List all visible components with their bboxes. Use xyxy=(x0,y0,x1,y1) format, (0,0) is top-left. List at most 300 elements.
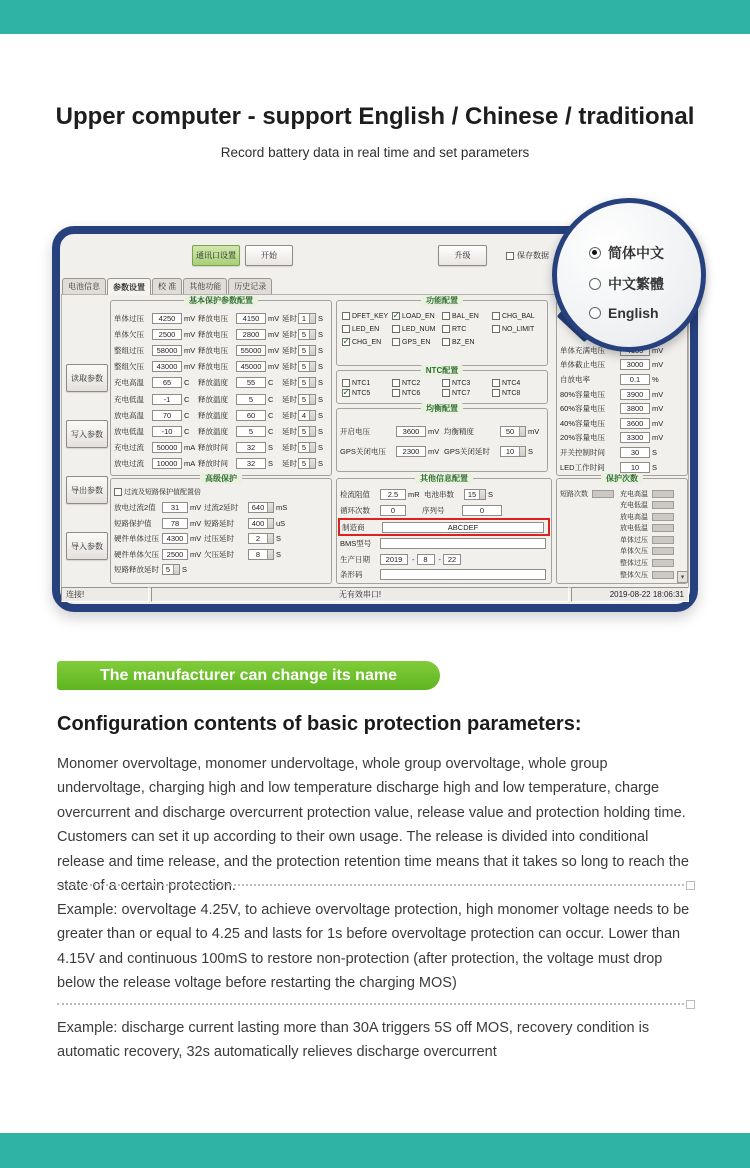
release-label: 释放电压 xyxy=(198,313,228,323)
delay-value-input[interactable]: 5 xyxy=(298,442,316,453)
protect-count-row xyxy=(620,535,684,544)
checkbox-box-icon xyxy=(342,312,350,320)
protect-left-column xyxy=(560,489,616,579)
function-checkbox[interactable] xyxy=(342,312,392,320)
function-checkbox-grid xyxy=(337,301,547,346)
release-label: 释放温度 xyxy=(198,426,228,436)
count-display-box xyxy=(652,559,674,567)
radio-icon xyxy=(589,307,601,319)
delay-label: 延时 xyxy=(282,378,297,388)
param-value-input[interactable]: 3300 xyxy=(620,432,650,443)
release-value-input[interactable]: 60 xyxy=(236,410,266,421)
ntc-checkbox[interactable] xyxy=(492,389,542,397)
release-value-input[interactable]: 32 xyxy=(236,442,266,453)
param-value-input[interactable]: 2 xyxy=(248,533,274,544)
param-unit: S xyxy=(652,447,658,457)
param-row xyxy=(111,359,331,375)
top-accent-bar xyxy=(0,0,750,34)
side-button-column xyxy=(66,364,108,560)
param-label: 20%容量电压 xyxy=(560,433,606,443)
count-label: 单体过压 xyxy=(620,536,648,544)
param-value-input[interactable]: 3600 xyxy=(620,418,650,429)
param-row xyxy=(557,401,687,416)
param-label: 自放电率 xyxy=(560,374,590,384)
paragraph-config-contents: Monomer overvoltage, monomer undervoltage, whole group overvoltage, whole group undervoltage, charging high and low temperature discharge high and low temperature, charge overcurrent and discharge overcurrent protection value, release value and protection holding time. Customers can set it up according to their own usage. The release is divided into conditional release and time release, and the protection retention time means that it takes so long to reach the state of a certain protection. xyxy=(57,756,689,895)
param-row xyxy=(111,391,331,407)
count-label: 短路次数 xyxy=(560,490,588,498)
param-label: 放电过流2值 xyxy=(114,503,156,513)
param-unit: mV xyxy=(652,433,664,443)
param-value-input[interactable]: 2500 xyxy=(162,549,188,560)
release-unit: C xyxy=(268,426,274,436)
release-value-input[interactable]: 55000 xyxy=(236,345,266,356)
param-unit: mR xyxy=(408,490,420,500)
count-display-box xyxy=(652,501,674,509)
delay-unit: S xyxy=(318,394,324,404)
checkbox-box-icon xyxy=(342,379,350,387)
section-heading: Configuration contents of basic protection parameters: xyxy=(57,713,582,735)
param-unit: mV xyxy=(190,518,202,528)
param-value-input[interactable]: 8 xyxy=(248,549,274,560)
protect-count-row xyxy=(620,559,684,568)
param-row xyxy=(111,375,331,391)
param-value-input[interactable]: 30 xyxy=(620,447,650,458)
function-checkbox[interactable] xyxy=(492,325,542,333)
checkbox-box-icon xyxy=(392,338,400,346)
count-label: 充电低温 xyxy=(620,502,648,510)
checkbox-label: LED_NUM xyxy=(402,325,436,333)
release-label: 释放温度 xyxy=(198,410,228,420)
ntc-checkbox[interactable] xyxy=(392,389,442,397)
checkbox-label: CHG_EN xyxy=(352,338,382,346)
param-label: 检流阻值 xyxy=(340,490,370,500)
param-unit: mV xyxy=(652,360,664,370)
param-value-input[interactable]: 50 xyxy=(500,426,526,437)
tab[interactable]: 电池信息 xyxy=(62,278,106,294)
basic-rows xyxy=(111,301,331,472)
release-unit: C xyxy=(268,410,274,420)
param-label: 循环次数 xyxy=(340,505,370,515)
delay-label: 延时 xyxy=(282,362,297,372)
protect-columns xyxy=(557,479,687,579)
param-value-input[interactable]: 2.5 xyxy=(380,489,406,500)
delay-label: 延时 xyxy=(282,410,297,420)
protect-count-row xyxy=(560,489,616,498)
release-value-input[interactable]: 55 xyxy=(236,377,266,388)
param-unit: mV xyxy=(428,446,440,456)
delay-value-input[interactable]: 5 xyxy=(298,361,316,372)
function-checkbox[interactable] xyxy=(392,325,442,333)
status-connection: 连接! xyxy=(61,587,149,602)
function-checkbox[interactable] xyxy=(342,338,392,346)
checkbox-box-icon xyxy=(506,252,514,260)
checkbox-label: GPS_EN xyxy=(402,338,431,346)
param-value-input[interactable]: 400 xyxy=(248,518,274,529)
delay-unit: S xyxy=(318,329,324,339)
delay-value-input[interactable]: 5 xyxy=(298,458,316,469)
param-value-input[interactable]: 640 xyxy=(248,502,274,513)
language-radio-option[interactable] xyxy=(589,274,664,294)
param-label: 40%容量电压 xyxy=(560,418,606,428)
manufacturer-row-highlighted xyxy=(338,518,550,536)
param-value-input[interactable]: 58000 xyxy=(152,345,182,356)
param-row xyxy=(337,441,547,461)
checkbox-label: LOAD_EN xyxy=(402,312,435,320)
checkbox-box-icon xyxy=(492,325,500,333)
delay-value-input[interactable]: 1 xyxy=(298,313,316,324)
group-basic-protection xyxy=(110,296,332,476)
group-title: 其他信息配置 xyxy=(415,473,473,484)
tab[interactable]: 参数设置 xyxy=(107,278,151,295)
param-unit: C xyxy=(184,426,190,436)
param-label: 过压延时 xyxy=(204,534,234,544)
side-param-button[interactable]: 读取参数 xyxy=(66,364,108,392)
release-label: 释放时间 xyxy=(198,459,228,469)
function-checkbox[interactable] xyxy=(442,338,492,346)
language-radio-option[interactable] xyxy=(589,243,664,263)
param-unit: mV xyxy=(428,426,440,436)
delay-unit: S xyxy=(318,378,324,388)
side-param-button[interactable]: 写入参数 xyxy=(66,420,108,448)
delay-unit: S xyxy=(318,410,324,420)
checkbox-box-icon xyxy=(442,325,450,333)
param-unit: mV xyxy=(190,549,202,559)
release-value-input[interactable]: 5 xyxy=(236,394,266,405)
upgrade-button[interactable]: 升级 xyxy=(438,245,487,266)
release-value-input[interactable]: 2800 xyxy=(236,329,266,340)
date-separator: - xyxy=(412,554,415,564)
param-unit: mV xyxy=(652,418,664,428)
param-label: 开关控制时间 xyxy=(560,447,605,457)
param-label: 短路释放延时 xyxy=(114,565,159,574)
param-row xyxy=(337,503,551,519)
param-value-input[interactable]: 2500 xyxy=(152,329,182,340)
param-label: 整组过压 xyxy=(114,345,144,355)
tab[interactable]: 校 准 xyxy=(152,278,182,294)
param-row xyxy=(557,372,687,387)
param-row xyxy=(337,567,551,583)
bottom-accent-bar xyxy=(0,1133,750,1168)
param-label: 序列号 xyxy=(422,505,445,515)
release-label: 释放温度 xyxy=(198,394,228,404)
language-label: 简体中文 xyxy=(608,245,664,261)
param-row xyxy=(111,310,331,326)
date-day-input[interactable]: 22 xyxy=(443,554,461,565)
bms-model-input[interactable] xyxy=(380,538,546,549)
param-label: 硬件单体过压 xyxy=(114,534,159,544)
scroll-down-button[interactable] xyxy=(677,571,688,583)
ntc-checkbox[interactable] xyxy=(442,389,492,397)
param-value-input[interactable]: -10 xyxy=(152,426,182,437)
protect-right-column xyxy=(620,489,684,579)
checkbox-label: RTC xyxy=(452,325,467,333)
function-checkbox[interactable] xyxy=(342,325,392,333)
checkbox-label: NTC1 xyxy=(352,379,371,387)
param-row xyxy=(337,536,551,552)
checkbox-box-icon xyxy=(492,389,500,397)
page-subtitle: Record battery data in real time and set parameters xyxy=(220,145,530,160)
group-other-info xyxy=(336,474,552,584)
tab[interactable]: 其他功能 xyxy=(183,278,227,294)
checkbox-box-icon xyxy=(392,325,400,333)
param-row xyxy=(111,440,331,456)
delay-unit: S xyxy=(318,459,324,469)
ntc-checkbox[interactable] xyxy=(492,379,542,387)
group-advanced-protection xyxy=(110,474,332,584)
param-label: 60%容量电压 xyxy=(560,404,606,414)
ntc-checkbox[interactable] xyxy=(342,379,392,387)
param-label: 均衡精度 xyxy=(444,426,474,436)
checkbox-box-icon xyxy=(342,338,350,346)
checkbox-label: DFET_KEY xyxy=(352,312,389,320)
param-row xyxy=(111,562,331,577)
param-row xyxy=(111,500,331,516)
manufacturer-input[interactable]: ABCDEF xyxy=(382,522,544,533)
param-unit: mA xyxy=(184,459,196,469)
param-label: 充电低温 xyxy=(114,394,144,404)
release-unit: mV xyxy=(268,362,280,372)
checkbox-label: NTC6 xyxy=(402,389,421,397)
manufacturer-label: 制造商 xyxy=(342,522,365,532)
count-label: 放电高温 xyxy=(620,513,648,521)
barcode-label: 条形码 xyxy=(340,570,363,580)
param-unit: mV xyxy=(184,329,196,339)
count-label: 放电低温 xyxy=(620,525,648,533)
date-year-input[interactable]: 2019 xyxy=(380,554,408,565)
checkbox-label: NTC3 xyxy=(452,379,471,387)
param-row xyxy=(111,423,331,439)
param-value-input[interactable]: 3900 xyxy=(620,389,650,400)
release-value-input[interactable]: 5 xyxy=(236,426,266,437)
side-param-button[interactable]: 导出参数 xyxy=(66,476,108,504)
param-value-input[interactable]: 3600 xyxy=(396,426,426,437)
radio-icon xyxy=(589,247,601,259)
checkbox-box-icon xyxy=(392,379,400,387)
function-checkbox[interactable] xyxy=(392,338,442,346)
param-value-input[interactable]: 15 xyxy=(464,489,486,500)
checkbox-box-icon xyxy=(114,488,122,496)
param-unit: mV xyxy=(190,503,202,513)
other-info-rows xyxy=(337,479,551,583)
param-label: 放电过流 xyxy=(114,459,144,469)
language-magnifier xyxy=(552,198,706,352)
param-unit: mV xyxy=(184,345,196,355)
param-value-input[interactable]: 3000 xyxy=(620,359,650,370)
param-label: 欠压延时 xyxy=(204,549,234,559)
param-label: 整组欠压 xyxy=(114,362,144,372)
checkbox-box-icon xyxy=(492,379,500,387)
function-checkbox[interactable] xyxy=(442,325,492,333)
param-label: 电池串数 xyxy=(424,490,454,500)
param-row xyxy=(557,431,687,446)
param-unit: S xyxy=(276,534,282,544)
param-row xyxy=(111,407,331,423)
param-unit: mV xyxy=(528,426,540,436)
ntc-checkbox[interactable] xyxy=(342,389,392,397)
ntc-checkbox[interactable] xyxy=(392,379,442,387)
param-value-input[interactable]: 43000 xyxy=(152,361,182,372)
group-title: 保护次数 xyxy=(601,473,643,484)
release-unit: mV xyxy=(268,329,280,339)
release-unit: C xyxy=(268,378,274,388)
language-options xyxy=(589,243,664,321)
release-unit: C xyxy=(268,394,274,404)
param-unit: mV xyxy=(652,404,664,414)
protect-count-row xyxy=(620,547,684,556)
param-value-input[interactable]: 70 xyxy=(152,410,182,421)
checkbox-box-icon xyxy=(442,379,450,387)
param-label: LED工作时间 xyxy=(560,462,605,472)
delay-value-input[interactable]: 5 xyxy=(298,377,316,388)
count-display-box xyxy=(652,490,674,498)
function-checkbox[interactable] xyxy=(442,312,492,320)
param-row xyxy=(337,552,551,568)
param-value-input[interactable]: 0.1 xyxy=(620,374,650,385)
param-label: 单体欠压 xyxy=(114,329,144,339)
param-unit: mV xyxy=(184,313,196,323)
dotted-divider xyxy=(57,884,688,886)
param-label: 充电高温 xyxy=(114,378,144,388)
param-unit: S xyxy=(652,462,658,472)
param-unit: C xyxy=(184,394,190,404)
param-value-input[interactable]: 10 xyxy=(500,446,526,457)
param-label: 单体过压 xyxy=(114,313,144,323)
param-unit: mV xyxy=(190,534,202,544)
param-label: 单体截止电压 xyxy=(560,360,605,370)
delay-value-input[interactable]: 5 xyxy=(298,329,316,340)
release-label: 释放电压 xyxy=(198,362,228,372)
group-function-config xyxy=(336,296,548,366)
group-title: 均衡配置 xyxy=(421,403,463,414)
param-unit: S xyxy=(488,490,494,500)
status-datetime: 2019-08-22 18:06:31 xyxy=(571,587,689,602)
param-unit: mV xyxy=(652,345,664,355)
date-month-input[interactable]: 8 xyxy=(417,554,435,565)
param-value-input[interactable]: 4250 xyxy=(152,313,182,324)
tab[interactable]: 历史记录 xyxy=(228,278,272,294)
protect-count-row xyxy=(620,512,684,521)
protect-count-row xyxy=(620,501,684,510)
param-label: 短路延时 xyxy=(204,518,234,528)
param-value-input[interactable]: 5 xyxy=(162,564,180,575)
param-label: 硬件单体欠压 xyxy=(114,549,159,559)
param-row xyxy=(337,487,551,503)
save-data-label: 保存数据 xyxy=(517,251,549,260)
param-unit: mA xyxy=(184,443,196,453)
delay-label: 延时 xyxy=(282,426,297,436)
param-unit: mV xyxy=(184,362,196,372)
count-display-box xyxy=(652,536,674,544)
release-label: 释放温度 xyxy=(198,378,228,388)
param-value-input[interactable]: 3800 xyxy=(620,403,650,414)
param-unit: S xyxy=(182,565,188,574)
delay-label: 延时 xyxy=(282,329,297,339)
delay-value-input[interactable]: 5 xyxy=(298,345,316,356)
checkbox-box-icon xyxy=(442,389,450,397)
param-unit: S xyxy=(528,446,534,456)
group-balance-config xyxy=(336,404,548,472)
param-value-input[interactable]: 0 xyxy=(380,505,406,516)
param-unit: S xyxy=(276,549,282,559)
delay-value-input[interactable]: 4 xyxy=(298,410,316,421)
barcode-input[interactable] xyxy=(380,569,546,580)
date-separator: - xyxy=(438,554,441,564)
advanced-rows xyxy=(111,497,331,562)
param-value-input[interactable]: 10 xyxy=(620,462,650,473)
checkbox-label: BZ_EN xyxy=(452,338,475,346)
language-label: 中文繁體 xyxy=(608,276,664,292)
release-value-input[interactable]: 45000 xyxy=(236,361,266,372)
release-label: 释放时间 xyxy=(198,443,228,453)
release-value-input[interactable]: 32 xyxy=(236,458,266,469)
side-param-button[interactable]: 导入参数 xyxy=(66,532,108,560)
language-radio-option[interactable] xyxy=(589,305,664,321)
checkbox-box-icon xyxy=(392,389,400,397)
param-unit: mS xyxy=(276,503,288,513)
release-label: 释放电压 xyxy=(198,329,228,339)
param-row xyxy=(557,387,687,402)
param-label: 放电低温 xyxy=(114,426,144,436)
start-button[interactable]: 开始 xyxy=(245,245,293,266)
param-row xyxy=(111,516,331,532)
save-data-checkbox[interactable] xyxy=(506,250,549,261)
checkbox-label: NTC7 xyxy=(452,389,471,397)
release-unit: mV xyxy=(268,313,280,323)
checkbox-label: NTC2 xyxy=(402,379,421,387)
checkbox-label: BAL_EN xyxy=(452,312,479,320)
delay-value-input[interactable]: 5 xyxy=(298,426,316,437)
delay-unit: S xyxy=(318,345,324,355)
param-value-input[interactable]: 78 xyxy=(162,518,188,529)
group-title: 高级保护 xyxy=(200,473,242,484)
checkbox-label: NO_LIMIT xyxy=(502,325,535,333)
param-unit: mV xyxy=(652,389,664,399)
protect-count-row xyxy=(620,570,684,579)
radio-icon xyxy=(589,278,601,290)
manufacturer-banner: The manufacturer can change its name xyxy=(57,661,440,690)
group-title: 基本保护参数配置 xyxy=(184,295,258,306)
param-row xyxy=(337,421,547,441)
param-unit: C xyxy=(184,410,190,420)
function-checkbox[interactable] xyxy=(492,312,542,320)
release-unit: S xyxy=(268,459,274,469)
count-display-box xyxy=(652,524,674,532)
advanced-header-checkbox[interactable] xyxy=(114,487,328,497)
comm-port-settings-button[interactable]: 通讯口设置 xyxy=(192,245,240,266)
protect-count-row xyxy=(620,489,684,498)
release-label: 释放电压 xyxy=(198,345,228,355)
param-value-input[interactable]: 0 xyxy=(462,505,502,516)
param-value-input[interactable]: 4300 xyxy=(162,533,188,544)
group-title: NTC配置 xyxy=(421,365,463,376)
param-value-input[interactable]: 50000 xyxy=(152,442,182,453)
checkbox-label: 过流及短路保护值配置倍 xyxy=(124,489,201,496)
release-value-input[interactable]: 4150 xyxy=(236,313,266,324)
param-label: 过流2延时 xyxy=(204,503,239,513)
ntc-checkbox[interactable] xyxy=(442,379,492,387)
group-protection-counts xyxy=(556,474,688,584)
param-value-input[interactable]: 10000 xyxy=(152,458,182,469)
checkbox-label: NTC4 xyxy=(502,379,521,387)
param-value-input[interactable]: 31 xyxy=(162,502,188,513)
release-unit: S xyxy=(268,443,274,453)
function-checkbox[interactable] xyxy=(392,312,442,320)
param-value-input[interactable]: 2300 xyxy=(396,446,426,457)
param-value-input[interactable]: 65 xyxy=(152,377,182,388)
param-value-input[interactable]: -1 xyxy=(152,394,182,405)
delay-value-input[interactable]: 5 xyxy=(298,394,316,405)
group-ntc-config xyxy=(336,366,548,404)
